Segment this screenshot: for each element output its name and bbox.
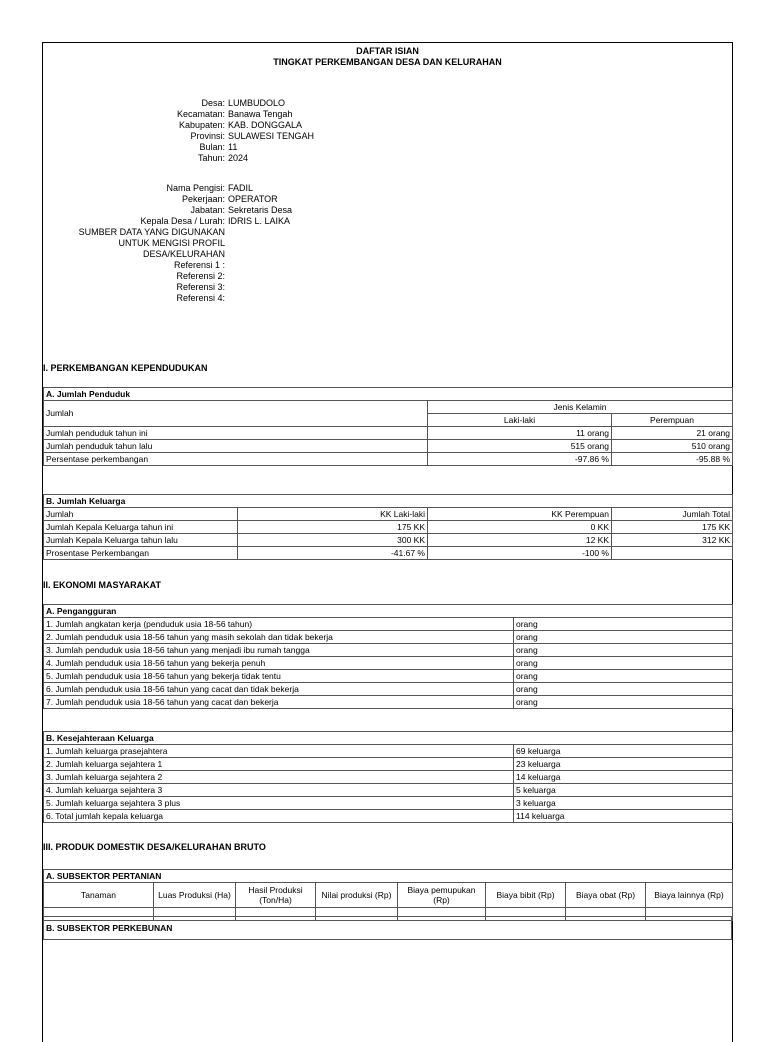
row-label: 1. Jumlah angkatan kerja (penduduk usia 18-56 tahun) [44, 618, 514, 631]
agri-col-header: Biaya obat (Rp) [566, 883, 646, 908]
identity-row [43, 98, 734, 109]
row-value: 23 keluarga [514, 758, 733, 771]
row-label: 3. Jumlah penduduk usia 18-56 tahun yang menjadi ibu rumah tangga [44, 644, 514, 657]
col-jenis-kelamin: Jenis Kelamin [428, 401, 733, 414]
identity-row-label: Bulan: [199, 142, 225, 152]
plantation-table [43, 916, 732, 940]
row-label: Persentase perkembangan [44, 453, 428, 466]
row-label: 2. Jumlah keluarga sejahtera 1 [44, 758, 514, 771]
filler-row-value: IDRIS L. LAIKA [228, 216, 291, 226]
table-row [44, 784, 733, 797]
row-value: orang [514, 618, 733, 631]
identity-row-label: Provinsi: [190, 131, 225, 141]
plantation-table-title: B. SUBSEKTOR PERKEBUNAN [44, 917, 732, 940]
unemployment-table [43, 604, 733, 709]
row-label: 1. Jumlah keluarga prasejahtera [44, 745, 514, 758]
filler-row [43, 260, 734, 271]
filler-row [43, 249, 734, 260]
perempuan-value: -95.88 % [612, 453, 733, 466]
identity-row [43, 153, 734, 164]
row-value: orang [514, 644, 733, 657]
row-label: Jumlah penduduk tahun lalu [44, 440, 428, 453]
agri-col-header: Biaya bibit (Rp) [486, 883, 566, 908]
laki-laki-value: -97.86 % [428, 453, 612, 466]
family-col-total: Jumlah Total [612, 508, 733, 521]
filler-row-value: OPERATOR [228, 194, 278, 204]
row-value: 5 keluarga [514, 784, 733, 797]
filler-row-label: DESA/KELURAHAN [142, 249, 225, 259]
row-label: 5. Jumlah penduduk usia 18-56 tahun yang bekerja tidak tentu [44, 670, 514, 683]
identity-row-value: 2024 [228, 153, 249, 163]
table-row [44, 547, 733, 560]
filler-row [43, 183, 734, 194]
form-header [43, 46, 732, 68]
population-table [43, 387, 733, 466]
family-col-jumlah: Jumlah [44, 508, 238, 521]
row-label: 4. Jumlah keluarga sejahtera 3 [44, 784, 514, 797]
section-3-title: III. PRODUK DOMESTIK DESA/KELURAHAN BRUTO [43, 842, 266, 852]
row-label: 2. Jumlah penduduk usia 18-56 tahun yang masih sekolah dan tidak bekerja [44, 631, 514, 644]
family-col-kk-perempuan: KK Perempuan [428, 508, 612, 521]
identity-row-value: LUMBUDOLO [228, 98, 286, 108]
agri-col-header: Nilai produksi (Rp) [316, 883, 398, 908]
table-row [44, 453, 733, 466]
filler-row-value: FADIL [228, 183, 254, 193]
table-row [44, 440, 733, 453]
welfare-table-title: B. Kesejahteraan Keluarga [44, 732, 733, 745]
form-subtitle: TINGKAT PERKEMBANGAN DESA DAN KELURAHAN [273, 57, 502, 67]
form-title: DAFTAR ISIAN [356, 46, 419, 56]
filler-row-label: UNTUK MENGISI PROFIL [118, 238, 225, 248]
row-value: orang [514, 670, 733, 683]
kk-laki-value: 300 KK [238, 534, 428, 547]
col-jumlah: Jumlah [44, 401, 428, 427]
kk-perempuan-value: 0 KK [428, 521, 612, 534]
agri-col-header: Biaya pemupukan (Rp) [398, 883, 486, 908]
agriculture-table-title: A. SUBSEKTOR PERTANIAN [44, 870, 733, 883]
agri-col-header: Tanaman [44, 883, 154, 908]
perempuan-value: 510 orang [612, 440, 733, 453]
identity-row [43, 131, 734, 142]
filler-row [43, 205, 734, 216]
kk-perempuan-value: 12 KK [428, 534, 612, 547]
filler-row [43, 227, 734, 238]
row-value: orang [514, 657, 733, 670]
section-2-title: II. EKONOMI MASYARAKAT [43, 580, 162, 590]
table-row [44, 644, 733, 657]
row-value: orang [514, 683, 733, 696]
identity-row-label: Desa: [201, 98, 225, 108]
table-row [44, 771, 733, 784]
population-table-title: A. Jumlah Penduduk [44, 388, 733, 401]
filler-row-label: Referensi 4: [176, 293, 225, 303]
filler-row [43, 271, 734, 282]
table-row [44, 427, 733, 440]
table-row [44, 758, 733, 771]
filler-row-label: Pekerjaan: [181, 194, 225, 204]
agri-col-header: Biaya lainnya (Rp) [646, 883, 733, 908]
perempuan-value: 21 orang [612, 427, 733, 440]
row-label: Jumlah penduduk tahun ini [44, 427, 428, 440]
welfare-table [43, 731, 733, 823]
table-row [44, 631, 733, 644]
family-table [43, 494, 733, 560]
row-value: 3 keluarga [514, 797, 733, 810]
row-label: 6. Jumlah penduduk usia 18-56 tahun yang cacat dan tidak bekerja [44, 683, 514, 696]
kk-perempuan-value: -100 % [428, 547, 612, 560]
family-table-title: B. Jumlah Keluarga [44, 495, 733, 508]
kk-total-value: 312 KK [612, 534, 733, 547]
identity-row-value: SULAWESI TENGAH [228, 131, 315, 141]
table-row [44, 657, 733, 670]
table-row [44, 810, 733, 823]
row-label: 6. Total jumlah kepala keluarga [44, 810, 514, 823]
filler-row-label: Nama Pengisi: [166, 183, 225, 193]
table-row [44, 521, 733, 534]
agri-col-header: Luas Produksi (Ha) [154, 883, 236, 908]
kk-total-value: 175 KK [612, 521, 733, 534]
col-perempuan: Perempuan [612, 414, 733, 427]
table-row [44, 797, 733, 810]
row-label: 5. Jumlah keluarga sejahtera 3 plus [44, 797, 514, 810]
identity-row [43, 109, 734, 120]
filler-row [43, 293, 734, 304]
unemployment-table-title: A. Pengangguran [44, 605, 733, 618]
identity-row-label: Kabupaten: [178, 120, 225, 130]
identity-row [43, 142, 734, 153]
row-label: Jumlah Kepala Keluarga tahun ini [44, 521, 238, 534]
row-value: orang [514, 631, 733, 644]
filler-row-value: Sekretaris Desa [228, 205, 293, 215]
table-row [44, 696, 733, 709]
family-col-kk-laki: KK Laki-laki [238, 508, 428, 521]
row-value: 114 keluarga [514, 810, 733, 823]
filler-row-label: Referensi 2: [176, 271, 225, 281]
identity-row-value: 11 [228, 142, 238, 152]
row-label: 4. Jumlah penduduk usia 18-56 tahun yang bekerja penuh [44, 657, 514, 670]
filler-row-label: Kepala Desa / Lurah: [140, 216, 225, 226]
laki-laki-value: 11 orang [428, 427, 612, 440]
filler-row-label: Referensi 3: [176, 282, 225, 292]
identity-row-value: Banawa Tengah [228, 109, 293, 119]
identity-row-label: Tahun: [197, 153, 225, 163]
row-label: 7. Jumlah penduduk usia 18-56 tahun yang cacat dan bekerja [44, 696, 514, 709]
kk-laki-value: 175 KK [238, 521, 428, 534]
form-page [42, 42, 733, 1042]
filler-row [43, 194, 734, 205]
row-label: Prosentase Perkembangan [44, 547, 238, 560]
table-row [44, 670, 733, 683]
table-row [44, 683, 733, 696]
filler-row [43, 216, 734, 227]
filler-row [43, 238, 734, 249]
agriculture-table [43, 869, 733, 921]
identity-row-value: KAB. DONGGALA [228, 120, 303, 130]
table-row [44, 618, 733, 631]
filler-row-label: SUMBER DATA YANG DIGUNAKAN [78, 227, 225, 237]
row-value: 14 keluarga [514, 771, 733, 784]
filler-row [43, 282, 734, 293]
kk-laki-value: -41.67 % [238, 547, 428, 560]
row-label: Jumlah Kepala Keluarga tahun lalu [44, 534, 238, 547]
row-value: 69 keluarga [514, 745, 733, 758]
col-laki-laki: Laki-laki [428, 414, 612, 427]
filler-row-label: Jabatan: [190, 205, 225, 215]
table-row [44, 534, 733, 547]
agri-col-header: Hasil Produksi (Ton/Ha) [236, 883, 316, 908]
section-1-title: I. PERKEMBANGAN KEPENDUDUKAN [43, 363, 208, 373]
row-value: orang [514, 696, 733, 709]
table-row [44, 745, 733, 758]
kk-total-value [612, 547, 733, 560]
identity-row-label: Kecamatan: [176, 109, 225, 119]
identity-row [43, 120, 734, 131]
filler-row-label: Referensi 1 : [173, 260, 225, 270]
laki-laki-value: 515 orang [428, 440, 612, 453]
row-label: 3. Jumlah keluarga sejahtera 2 [44, 771, 514, 784]
